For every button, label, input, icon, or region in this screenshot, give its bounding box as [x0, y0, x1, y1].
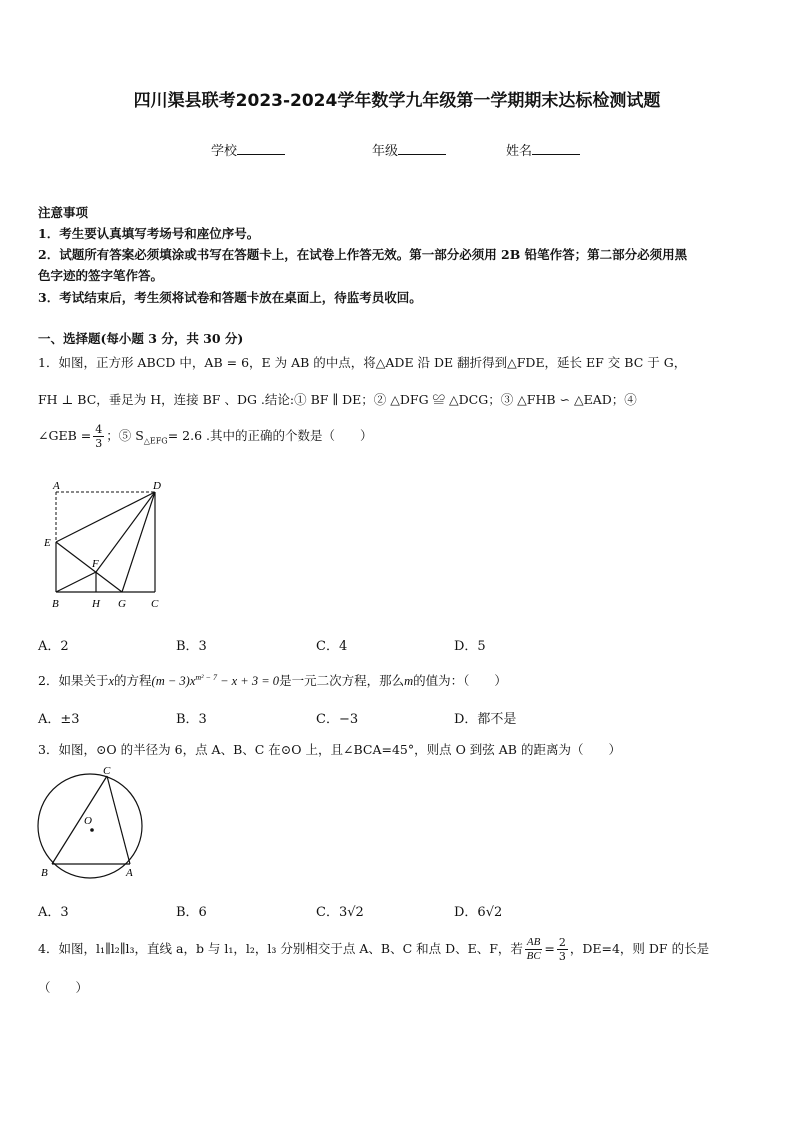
- q1-square-figure: [40, 474, 170, 614]
- grade-label: 年级: [372, 144, 399, 159]
- q3-stem: 3．如图，⊙O 的半径为 6，点 A、B、C 在⊙O 上，且∠BCA=45°，则点 O 到弦 AB 的距离为（ ）: [38, 742, 621, 757]
- q3-option-b[interactable]: B．6: [176, 905, 207, 920]
- q4-frac-num: AB: [526, 936, 541, 948]
- school-label: 学校: [211, 144, 238, 159]
- q2-text-c: 是一元二次方程，那么: [279, 673, 405, 688]
- line-ed: [56, 492, 155, 542]
- q4-text-a: 4．如图，l₁∥l₂∥l₃，直线 a，b 与 l₁，l₂，l₃ 分别相交于点 A、B、C 和点 D、E、F，若: [38, 941, 523, 956]
- label-c: C: [103, 765, 111, 777]
- q3-circle-figure: [32, 762, 152, 886]
- page-title: 四川渠县联考2023-2024学年数学九年级第一学期期末达标检测试题: [133, 91, 661, 111]
- label-h: H: [92, 598, 100, 610]
- q2-var-m: m: [404, 674, 414, 688]
- line-df: [96, 492, 155, 572]
- q3-option-d[interactable]: D．6√2: [454, 905, 503, 920]
- q1-option-c[interactable]: C．4: [316, 639, 348, 654]
- q1-option-d[interactable]: D．5: [454, 639, 486, 654]
- grade-field: [372, 140, 446, 159]
- section-heading: 一、选择题(每小题 3 分，共 30 分): [38, 331, 244, 346]
- note-item: 3．考试结束后，考生须将试卷和答题卡放在桌面上，待监考员收回。: [38, 290, 422, 305]
- label-a: A: [126, 867, 133, 879]
- q2-text-d: 的值为：（ ）: [413, 673, 507, 688]
- q4-frac2-den: 3: [558, 950, 566, 963]
- q1-line1: 1．如图，正方形 ABCD 中，AB = 6，E 为 AB 的中点，将△ADE 沿 DE 翻折得到△FDE，延长 EF 交 BC 于 G，: [38, 355, 687, 370]
- q1-option-b[interactable]: B．3: [176, 639, 207, 654]
- q2-option-c[interactable]: C．−3: [316, 712, 359, 727]
- q2-option-a[interactable]: A．±3: [38, 712, 80, 727]
- label-o: O: [84, 815, 92, 827]
- q2-stem: [38, 671, 507, 689]
- q1-area-text: ；⑤ S: [106, 428, 144, 443]
- note-item: 2．试题所有答案必须填涂或书写在答题卡上，在试卷上作答无效。第一部分必须用 2B 铅笔作答；第二部分必须用黑: [38, 247, 688, 262]
- q2-text-a: 2．如果关于: [38, 673, 109, 688]
- grade-blank: [398, 142, 446, 155]
- label-g: G: [118, 598, 126, 610]
- q1-line3: [38, 423, 372, 450]
- q1-line2: FH ⊥ BC，垂足为 H，连接 BF 、DG .结论:① BF ∥ DE；② △DFG ≌ △DCG；③ △FHB ∽ △EAD；④: [38, 392, 637, 407]
- label-b: B: [41, 867, 48, 879]
- note-item: 1．考生要认真填写考场号和座位序号。: [38, 226, 260, 241]
- q4-fraction-value: [557, 936, 568, 963]
- q2-option-b[interactable]: B．3: [176, 712, 207, 727]
- q2-var-x: x: [108, 674, 115, 688]
- q3-option-c[interactable]: C．3√2: [316, 905, 364, 920]
- q4-fraction-ab-bc: [525, 936, 542, 963]
- label-c: C: [151, 598, 159, 610]
- name-field: [506, 140, 580, 159]
- school-field: [211, 140, 285, 159]
- name-blank: [532, 142, 580, 155]
- line-dg: [122, 492, 155, 592]
- q1-angle-text: ∠GEB =: [38, 428, 92, 443]
- q4-line2: （ ）: [38, 980, 89, 995]
- q2-option-d[interactable]: D．都不是: [454, 712, 517, 727]
- label-f: F: [92, 558, 99, 570]
- q2-equation-exponent: m² − 7: [195, 672, 217, 682]
- q1-fraction: [93, 423, 104, 450]
- q4-equals: =: [544, 941, 555, 956]
- label-b: B: [52, 598, 59, 610]
- name-label: 姓名: [506, 144, 533, 159]
- q4-text-b: ，DE=4，则 DF 的长是: [569, 941, 710, 956]
- q1-frac-den: 3: [95, 437, 103, 450]
- q4-stem: [38, 936, 709, 963]
- q2-equation-b: − x + 3 = 0: [216, 674, 280, 688]
- label-d: D: [153, 480, 161, 492]
- q1-area-value: = 2.6 .其中的正确的个数是（ ）: [167, 428, 373, 443]
- q1-frac-num: 4: [95, 423, 103, 436]
- note-item: 色字迹的签字笔作答。: [38, 268, 164, 283]
- label-a: A: [53, 480, 60, 492]
- q2-text-b: 的方程: [114, 673, 152, 688]
- q3-option-a[interactable]: A．3: [38, 905, 69, 920]
- q2-equation-a: (m − 3)x: [151, 674, 196, 688]
- center-point: [90, 828, 94, 832]
- q4-frac-den: BC: [526, 950, 541, 962]
- line-bf: [56, 572, 96, 592]
- q4-frac2-num: 2: [558, 936, 566, 949]
- school-blank: [237, 142, 285, 155]
- q1-area-sub: △EFG: [143, 436, 168, 446]
- notes-heading: 注意事项: [38, 205, 89, 220]
- label-e: E: [44, 537, 51, 549]
- q1-option-a[interactable]: A．2: [38, 639, 69, 654]
- chord-cb: [52, 776, 107, 864]
